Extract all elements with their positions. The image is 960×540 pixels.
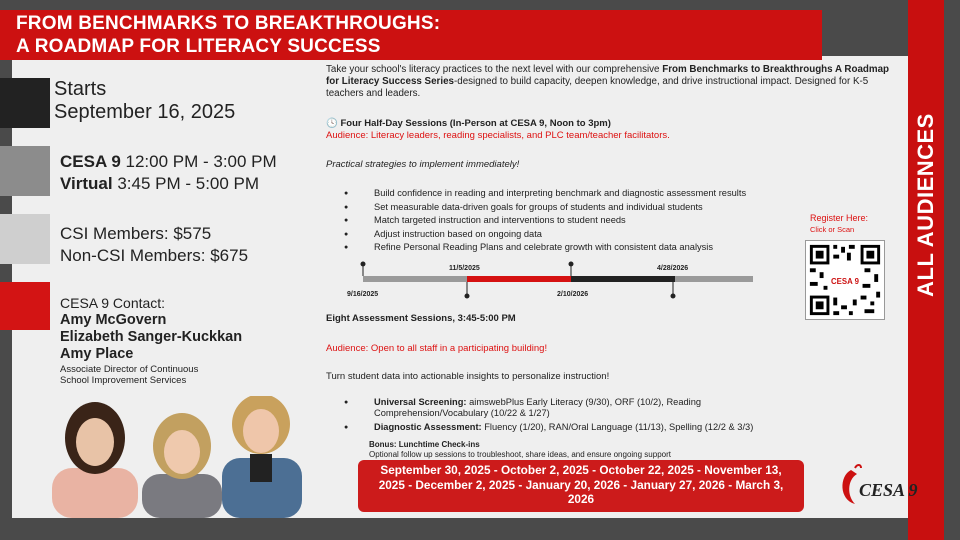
half-day-sessions bbox=[326, 118, 806, 142]
title-banner bbox=[0, 10, 822, 60]
list-item: ● Adjust instruction based on ongoing data bbox=[344, 229, 804, 240]
side-banner-text-wrap bbox=[908, 0, 944, 540]
timeline-label: 9/16/2025 bbox=[347, 291, 379, 298]
presenter-photo-2 bbox=[142, 413, 222, 518]
assessment-audience: Audience: Open to all staff in a participating building! bbox=[326, 343, 548, 354]
register-sub[interactable]: Click or Scan bbox=[810, 225, 855, 234]
intro-series-name: From Benchmarks to Breakthroughs A Roadmap for Literacy Success Series bbox=[326, 64, 890, 87]
start-date bbox=[54, 78, 235, 124]
presenter-photo-3 bbox=[222, 396, 302, 518]
clock-icon: 🕓 bbox=[326, 118, 338, 129]
member-price: CSI Members: $575 bbox=[60, 224, 212, 243]
intro-text: Take your school's literacy practices to the next level with our comprehensive bbox=[326, 64, 663, 75]
list-item: ● Match targeted instruction and interventions to student needs bbox=[344, 215, 804, 226]
title-line-1: FROM BENCHMARKS TO BREAKTHROUGHS: bbox=[16, 13, 441, 34]
non-member-price: Non-CSI Members: $675 bbox=[60, 246, 249, 265]
assessment-intro: Turn student data into actionable insights to personalize instruction! bbox=[326, 371, 610, 382]
assessment-item-label: Diagnostic Assessment: bbox=[374, 421, 482, 432]
timeline-segment-4 bbox=[675, 276, 753, 282]
timeline-label: 11/5/2025 bbox=[449, 265, 480, 272]
intro-paragraph bbox=[326, 64, 891, 100]
timeline-marker bbox=[465, 294, 470, 299]
contact bbox=[60, 295, 242, 386]
strategy-list bbox=[344, 188, 804, 256]
qr-code[interactable] bbox=[805, 240, 885, 320]
bonus-heading: Bonus: Lunchtime Check-ins bbox=[369, 440, 480, 449]
intro-text-end: -designed to build capacity, deepen knowledge, and drive instructional impact. Designed for K-5 teachers and leaders. bbox=[326, 76, 869, 99]
list-item: ● Build confidence in reading and interpreting benchmark and diagnostic assessment results bbox=[344, 188, 804, 199]
contact-label: CESA 9 Contact: bbox=[60, 295, 166, 311]
timeline-label: 4/28/2026 bbox=[657, 265, 689, 272]
qr-logo: CESA 9 bbox=[831, 276, 859, 286]
timeline-marker bbox=[569, 262, 574, 267]
register-label[interactable]: Register Here: bbox=[810, 213, 869, 223]
bonus-section bbox=[369, 440, 769, 460]
timeline-label: 2/10/2026 bbox=[557, 291, 589, 298]
cesa-label: CESA 9 bbox=[60, 152, 121, 171]
accent-block-gray bbox=[0, 146, 50, 196]
virtual-label: Virtual bbox=[60, 174, 113, 193]
timeline-marker bbox=[671, 294, 676, 299]
assessment-item-text: aimswebPlus Early Literacy (9/30), ORF (10/2), Reading Comprehension/Vocabulary (10/22 & 1/27) bbox=[374, 397, 702, 418]
timeline-segment-3 bbox=[571, 276, 675, 282]
assessment-list bbox=[344, 397, 804, 435]
register-section[interactable] bbox=[810, 213, 868, 235]
assessment-heading: Eight Assessment Sessions, 3:45-5:00 PM bbox=[326, 313, 516, 324]
practical-note: Practical strategies to implement immediately! bbox=[326, 159, 520, 170]
list-item: ● Refine Personal Reading Plans and celebrate growth with consistent data analysis bbox=[344, 242, 804, 253]
half-day-audience: Audience: Literacy leaders, reading specialists, and PLC team/teacher facilitators. bbox=[326, 130, 670, 141]
presenter-photo-1 bbox=[52, 402, 138, 518]
timeline-segment-2 bbox=[467, 276, 571, 282]
contact-name: Elizabeth Sanger-Kuckkan bbox=[60, 329, 243, 345]
list-item bbox=[344, 422, 804, 433]
pricing bbox=[60, 223, 248, 267]
list-item: ● Set measurable data-driven goals for groups of students and individual students bbox=[344, 202, 804, 213]
timeline-segment-1 bbox=[363, 276, 467, 282]
contact-role: Associate Director of Continuous School Improvement Services bbox=[60, 364, 199, 386]
accent-block-red bbox=[0, 282, 50, 330]
start-date-value: September 16, 2025 bbox=[54, 101, 236, 123]
presenter-photos bbox=[28, 396, 308, 518]
cesa9-logo bbox=[837, 462, 919, 508]
accent-block-dark bbox=[0, 78, 50, 128]
timeline-marker bbox=[361, 262, 366, 267]
cesa-time: 12:00 PM - 3:00 PM bbox=[120, 152, 277, 171]
contact-name: Amy McGovern bbox=[60, 312, 167, 328]
title-line-2: A ROADMAP FOR LITERACY SUCCESS bbox=[16, 36, 381, 57]
list-item bbox=[344, 397, 804, 419]
accent-block-light bbox=[0, 214, 50, 264]
contact-name: Amy Place bbox=[60, 346, 134, 362]
bonus-text: Optional follow up sessions to troubleshoot, share ideas, and ensure ongoing support bbox=[369, 450, 671, 459]
assessment-item-text: Fluency (1/20), RAN/Oral Language (11/13), Spelling (12/2 & 3/3) bbox=[481, 421, 754, 432]
virtual-time: 3:45 PM - 5:00 PM bbox=[112, 174, 260, 193]
timeline bbox=[345, 256, 765, 300]
logo-text: CESA 9 bbox=[859, 480, 918, 500]
schedule bbox=[60, 151, 277, 195]
assessment-item-label: Universal Screening: bbox=[374, 397, 467, 407]
side-banner-text: ALL AUDIENCES bbox=[913, 113, 938, 297]
start-label: Starts bbox=[54, 78, 107, 100]
half-day-heading: Four Half-Day Sessions (In-Person at CESA 9, Noon to 3pm) bbox=[340, 118, 611, 129]
session-dates: September 30, 2025 - October 2, 2025 - October 22, 2025 - November 13, 2025 - December 2, 2025 - January 20, 2026 - January 27, 2026 - March 3, 2026 bbox=[358, 460, 804, 512]
